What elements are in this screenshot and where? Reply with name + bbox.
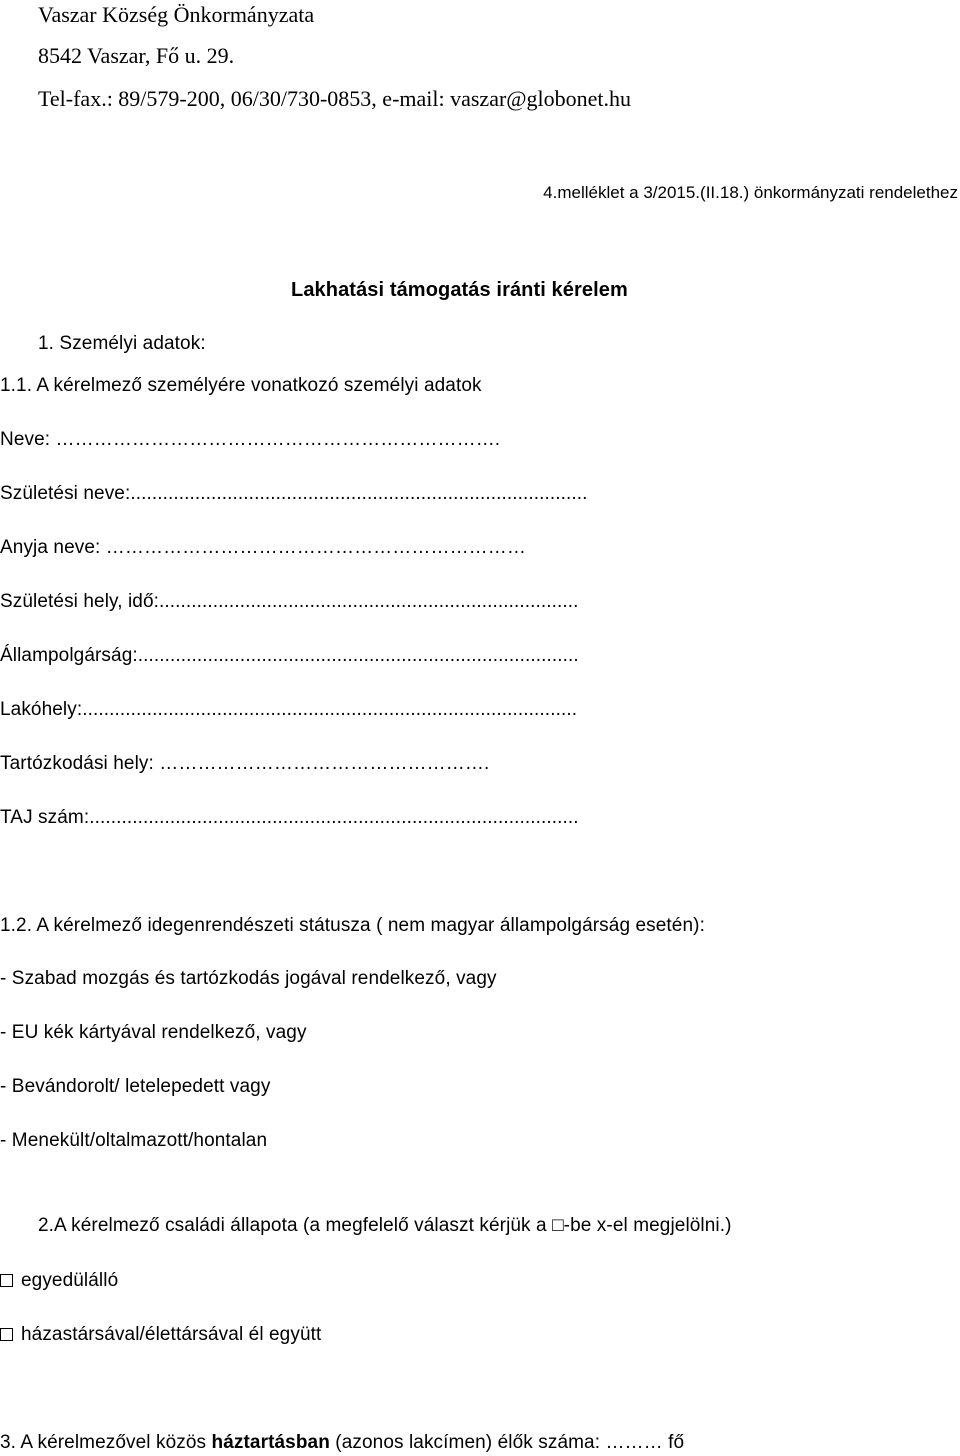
field-name[interactable]: Neve: ……………………………………………………………. bbox=[0, 429, 501, 450]
form-title: Lakhatási támogatás iránti kérelem bbox=[291, 279, 628, 301]
option-married[interactable] bbox=[0, 1324, 321, 1346]
field-mother-name[interactable]: Anyja neve: ………………………………………………………… bbox=[0, 537, 526, 558]
section1-subheading: 1.1. A kérelmező személyére vonatkozó személyi adatok bbox=[0, 375, 482, 396]
checkbox-icon[interactable] bbox=[0, 1328, 13, 1341]
option-label: házastársával/élettársával él együtt bbox=[21, 1324, 322, 1345]
option-label: egyedülálló bbox=[21, 1270, 119, 1291]
section3-prefix: 3. A kérelmezővel közös bbox=[0, 1432, 212, 1453]
municipality-contact: Tel-fax.: 89/579-200, 06/30/730-0853, e-mail: vaszar@globonet.hu bbox=[38, 86, 632, 111]
section12-heading: 1.2. A kérelmező idegenrendészeti státusza ( nem magyar állampolgárság esetén): bbox=[0, 915, 705, 936]
option-single[interactable] bbox=[0, 1270, 118, 1292]
field-birth-name[interactable]: Születési neve:..................................................................................... bbox=[0, 483, 588, 504]
status-item: - Menekült/oltalmazott/hontalan bbox=[0, 1130, 268, 1151]
section2-heading: 2.A kérelmező családi állapota (a megfelelő választ kérjük a □-be x-el megjelölni.) bbox=[38, 1215, 732, 1236]
field-residence[interactable]: Lakóhely:............................................................................................ bbox=[0, 699, 578, 720]
section3-suffix[interactable]: (azonos lakcímen) élők száma: ……… fő bbox=[329, 1432, 685, 1453]
section1-heading: 1. Személyi adatok: bbox=[38, 333, 206, 354]
field-taj-number[interactable]: TAJ szám:........................................................................................... bbox=[0, 807, 579, 828]
field-birth-place-date[interactable]: Születési hely, idő:.............................................................................. bbox=[0, 591, 579, 612]
municipality-name: Vaszar Község Önkormányzata bbox=[38, 2, 315, 27]
annex-note: 4.melléklet a 3/2015.(II.18.) önkormányzati rendelethez bbox=[543, 183, 958, 202]
municipality-address: 8542 Vaszar, Fő u. 29. bbox=[38, 43, 235, 68]
status-item: - Bevándorolt/ letelepedett vagy bbox=[0, 1076, 271, 1097]
section3-line bbox=[0, 1432, 684, 1454]
status-item: - EU kék kártyával rendelkező, vagy bbox=[0, 1022, 307, 1043]
status-item: - Szabad mozgás és tartózkodás jogával rendelkező, vagy bbox=[0, 968, 497, 989]
field-temporary-residence[interactable]: Tartózkodási hely: ……………………………………………. bbox=[0, 753, 490, 774]
checkbox-icon[interactable] bbox=[0, 1274, 13, 1287]
section3-bold: háztartásban bbox=[211, 1432, 330, 1453]
field-citizenship[interactable]: Állampolgárság:.................................................................................. bbox=[0, 645, 579, 666]
